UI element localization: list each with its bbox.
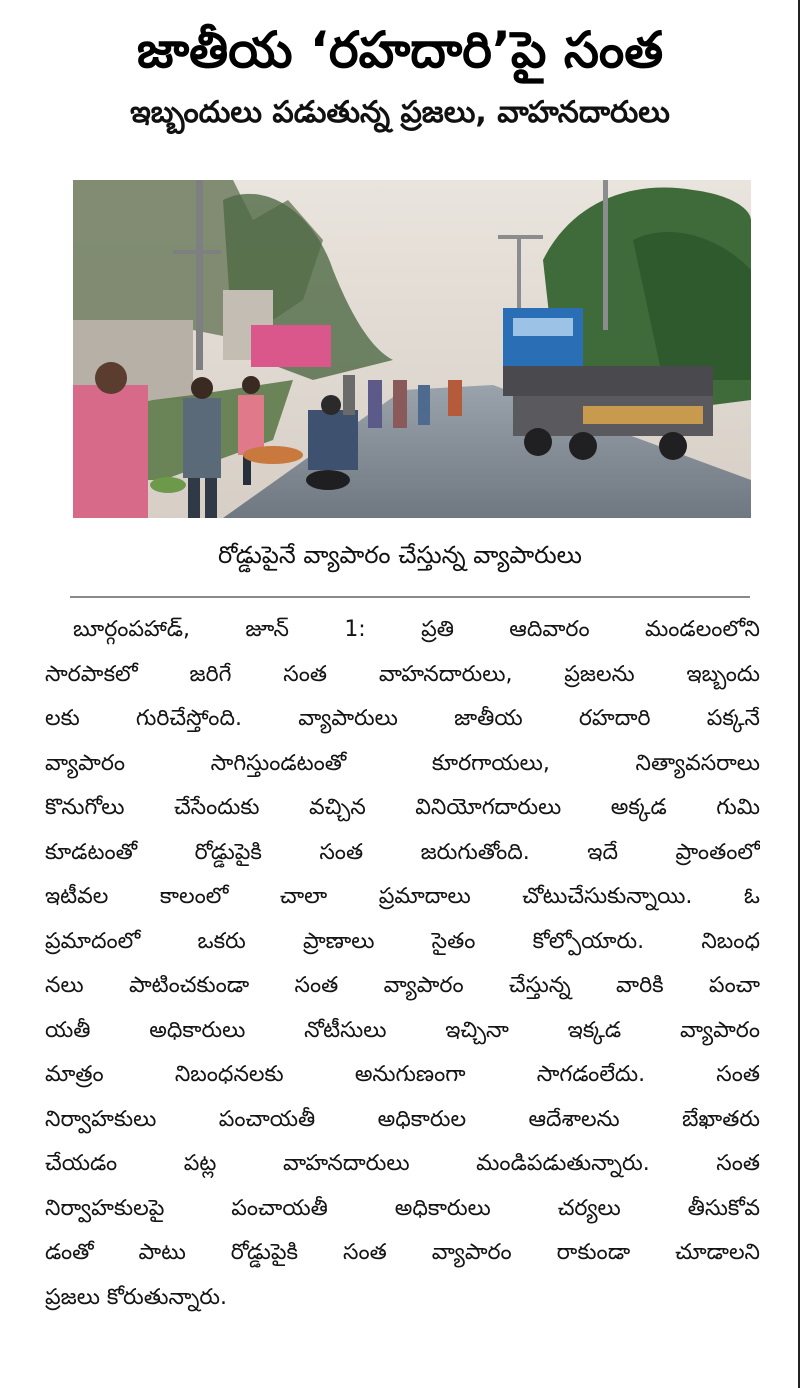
photo-pole — [196, 180, 203, 370]
body-line: మాత్రం నిబంధనలకు అనుగుణంగా సాగడంలేదు. సంత — [45, 1062, 760, 1087]
news-photo — [73, 180, 751, 518]
body-line: సారపాకలో జరిగే సంత వాహనదారులు, ప్రజలను ఇబ్బందు — [45, 661, 760, 687]
photo-truck-trailer — [503, 366, 713, 396]
caption-divider — [70, 596, 750, 598]
photo-hoarding — [251, 325, 331, 367]
subheadline: ఇబ్బందులు పడుతున్న ప్రజలు, వాహనదారులు — [130, 95, 670, 130]
body-line: లకు గురిచేస్తోంది. వ్యాపారులు జాతీయ రహదారి పక్కనే — [45, 706, 760, 731]
body-line: నిర్వాహకులపై పంచాయతీ అధికారులు చర్యలు తీసుకోవ — [45, 1195, 760, 1221]
body-line: చేయడం పట్ల వాహనదారులు మండిపడుతున్నారు. సంత — [45, 1151, 760, 1176]
body-line: నిర్వాహకులు పంచాయతీ అధికారుల ఆదేశాలను బేఖాతరు — [45, 1106, 760, 1132]
photo-truck-cab — [503, 308, 583, 366]
body-line: ఇటీవల కాలంలో చాలా ప్రమాదాలు చోటుచేసుకున్నాయి. ఓ — [45, 884, 760, 909]
photo-person — [73, 385, 148, 518]
photo-caption: రోడ్డుపైనే వ్యాపారం చేస్తున్న వ్యాపారులు — [218, 541, 582, 569]
body-line: డంతో పాటు రోడ్డుపైకి సంత వ్యాపారం రాకుండా చూడాలని — [45, 1240, 760, 1265]
headline: జాతీయ ‘రహదారి’పై సంత — [136, 21, 664, 79]
body-line: వ్యాపారం సాగిస్తుండటంతో కూరగాయలు, నిత్యావసరాలు — [45, 750, 760, 776]
body-line: బూర్గంపహాడ్, జూన్ 1: ప్రతి ఆదివారం మండలంలోని — [73, 617, 760, 642]
article-body — [45, 608, 760, 1320]
body-line: ప్రజలు కోరుతున్నారు. — [45, 1284, 228, 1310]
body-line: కూడటంతో రోడ్డుపైకి సంత జరుగుతోంది. ఇదే ప్రాంతంలో — [45, 839, 760, 865]
body-line: నలు పాటించకుండా సంత వ్యాపారం చేస్తున్న వారికి పంచా — [45, 973, 760, 998]
body-line: ప్రమాదంలో ఒకరు ప్రాణాలు సైతం కోల్పోయారు. నిబంధ — [45, 928, 760, 954]
body-line: కొనుగోలు చేసేందుకు వచ్చిన వినియోగదారులు అక్కడ గుమి — [45, 795, 760, 820]
body-line: యతీ అధికారులు నోటీసులు ఇచ్చినా ఇక్కడ వ్యాపారం — [45, 1017, 760, 1043]
